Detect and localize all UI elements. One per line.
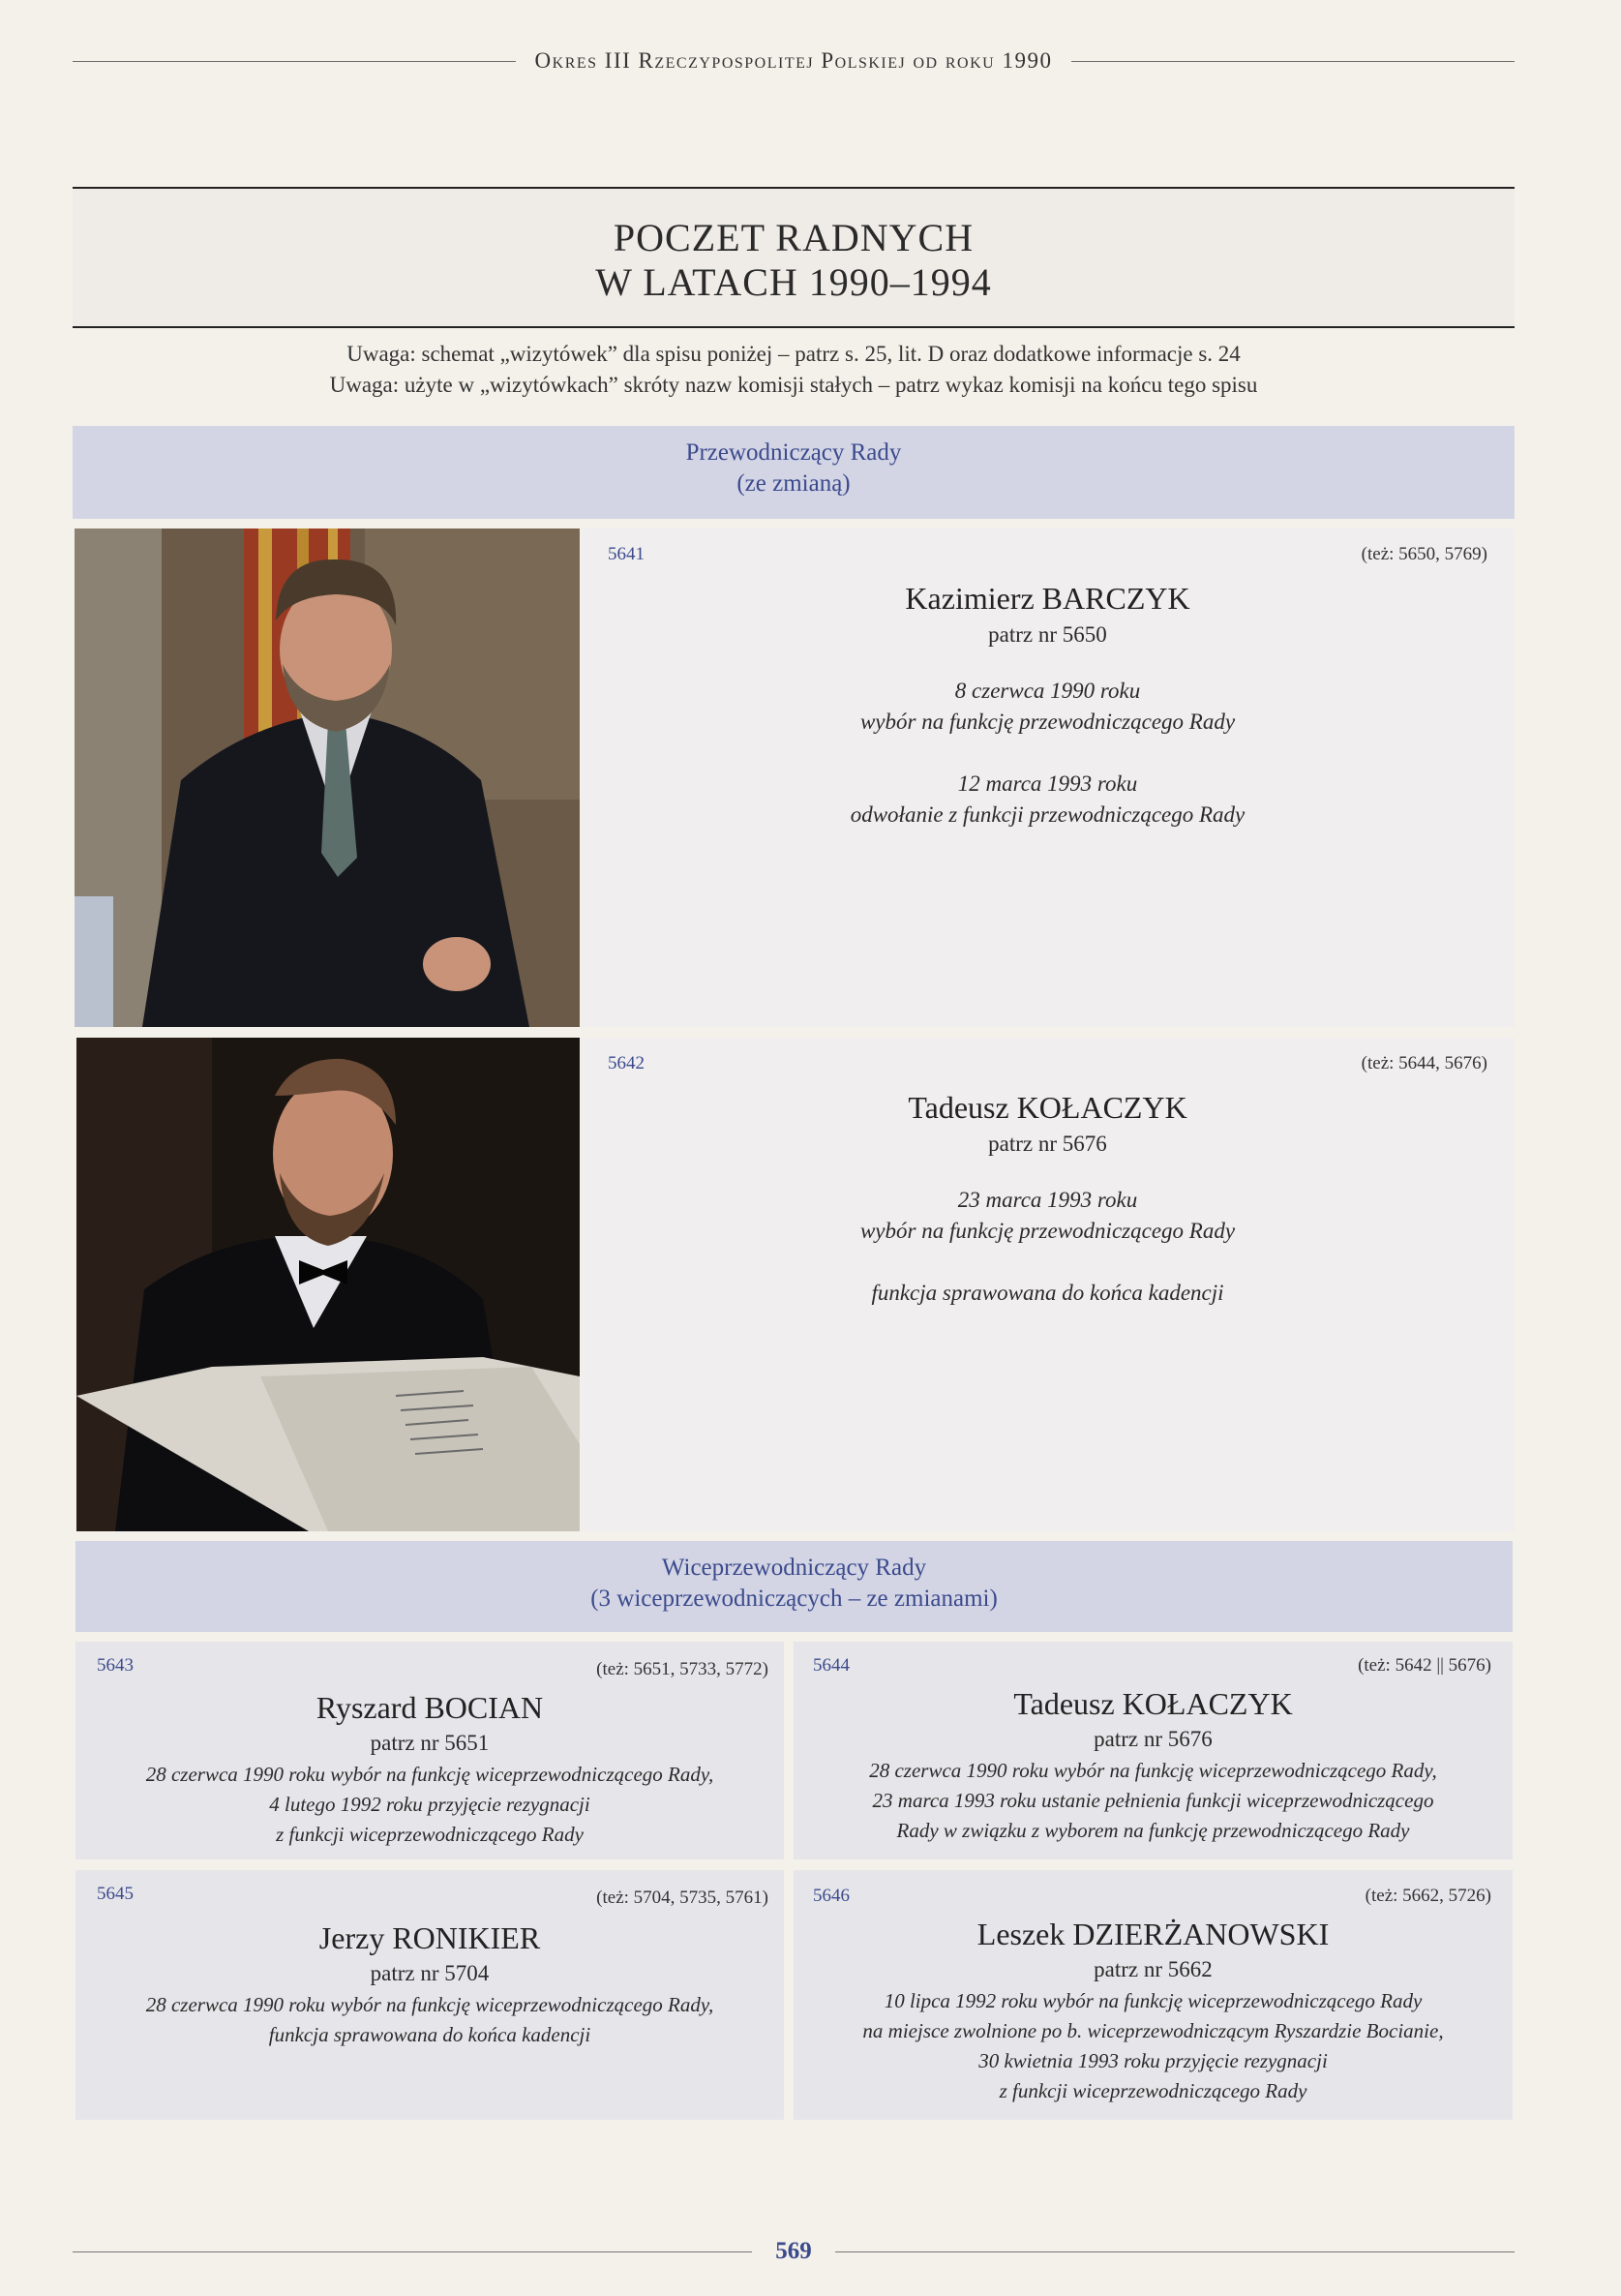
detail-line: 4 lutego 1992 roku przyjęcie rezygnacji [269, 1793, 590, 1816]
person-name: Ryszard BOCIAN [315, 1690, 544, 1725]
chair-card-5641 [581, 529, 1515, 1027]
rule-left [73, 2251, 752, 2252]
entry-number: 5641 [608, 544, 645, 564]
person-name: Jerzy RONIKIER [318, 1920, 541, 1955]
see-ref: patrz nr 5662 [1094, 1957, 1213, 1981]
entry-also: (też: 5644, 5676) [1361, 1053, 1487, 1073]
entry-number: 5643 [97, 1655, 134, 1676]
page-number: 569 [775, 2238, 812, 2264]
detail-line: 28 czerwca 1990 roku wybór na funkcję wiceprzewodniczącego Rady, [869, 1759, 1437, 1782]
chair-card-5642 [581, 1038, 1515, 1531]
detail-line: 10 lipca 1992 roku wybór na funkcję wiceprzewodniczącego Rady [884, 1989, 1423, 2012]
see-ref: patrz nr 5650 [988, 622, 1107, 647]
detail-line: 28 czerwca 1990 roku wybór na funkcję wiceprzewodniczącego Rady, [145, 1993, 714, 2016]
photo-kazimierz-barczyk [75, 529, 580, 1027]
detail-line: z funkcji wiceprzewodniczącego Rady [276, 1823, 584, 1846]
vice-details [794, 1986, 1513, 2106]
entry-also: (też: 5662, 5726) [1365, 1886, 1491, 1906]
event-date: 8 czerwca 1990 roku [954, 679, 1141, 703]
detail-line: z funkcji wiceprzewodniczącego Rady [999, 2079, 1307, 2102]
entry-number: 5646 [813, 1886, 850, 1906]
event-desc: wybór na funkcję przewodniczącego Rady [859, 710, 1236, 734]
entry-number: 5644 [813, 1655, 850, 1676]
note-2: Uwaga: użyte w „wizytówkach” skróty nazw komisji stałych – patrz wykaz komisji na końcu tego spisu [329, 373, 1258, 397]
detail-line: 30 kwietnia 1993 roku przyjęcie rezygnacji [978, 2049, 1328, 2072]
event-date: 23 marca 1993 roku [957, 1188, 1138, 1212]
section-chair-subtitle: (ze zmianą) [736, 470, 851, 497]
vice-details [75, 1990, 784, 2050]
notes [73, 339, 1515, 401]
entry-also: (też: 5704, 5735, 5761) [596, 1888, 768, 1908]
rule-left [73, 61, 516, 62]
page-footer [73, 2238, 1515, 2265]
detail-line: Rady w związku z wyborem na funkcję przewodniczącego Rady [896, 1819, 1410, 1842]
title-block [73, 187, 1515, 328]
entry-number: 5642 [608, 1053, 645, 1073]
rule-right [1071, 61, 1515, 62]
vice-details [794, 1756, 1513, 1846]
note-1: Uwaga: schemat „wizytówek” dla spisu poniżej – patrz s. 25, lit. D oraz dodatkowe informacje s. 24 [346, 342, 1241, 366]
person-name: Kazimierz BARCZYK [905, 581, 1190, 616]
section-vice-header [75, 1541, 1513, 1632]
entry-also: (też: 5651, 5733, 5772) [596, 1659, 768, 1679]
running-head [73, 48, 1515, 74]
event-extra: funkcja sprawowana do końca kadencji [871, 1281, 1224, 1305]
photo-tadeusz-kolaczyk [76, 1038, 580, 1531]
vice-card-5646 [794, 1870, 1513, 2120]
entry-also: (też: 5642 || 5676) [1358, 1655, 1491, 1676]
page-title-line1: POCZET RADNYCH [613, 216, 975, 259]
see-ref: patrz nr 5704 [370, 1961, 490, 1985]
see-ref: patrz nr 5676 [988, 1132, 1107, 1156]
rule-right [835, 2251, 1515, 2252]
event-desc: odwołanie z funkcji przewodniczącego Rady [850, 802, 1246, 827]
entry-number: 5645 [97, 1884, 134, 1904]
detail-line: na miejsce zwolnione po b. wiceprzewodniczącym Ryszardzie Bocianie, [862, 2019, 1444, 2042]
see-ref: patrz nr 5651 [370, 1731, 490, 1755]
detail-line: 23 marca 1993 roku ustanie pełnienia funkcji wiceprzewodniczącego [872, 1789, 1434, 1812]
see-ref: patrz nr 5676 [1094, 1727, 1213, 1751]
person-name: Leszek DZIERŻANOWSKI [976, 1917, 1330, 1951]
vice-card-5644 [794, 1642, 1513, 1859]
detail-line: funkcja sprawowana do końca kadencji [268, 2023, 591, 2046]
page-title-line2: W LATACH 1990–1994 [595, 260, 992, 304]
section-chair-title: Przewodniczący Rady [685, 439, 902, 466]
section-vice-subtitle: (3 wiceprzewodniczących – ze zmianami) [590, 1586, 998, 1612]
person-name: Tadeusz KOŁACZYK [908, 1090, 1187, 1125]
vice-details [75, 1760, 784, 1850]
running-head-text: Okres III Rzeczypospolitej Polskiej od roku 1990 [534, 48, 1053, 73]
vice-card-5645 [75, 1870, 784, 2120]
entry-also: (też: 5650, 5769) [1361, 544, 1487, 564]
vice-card-5643 [75, 1642, 784, 1859]
person-name: Tadeusz KOŁACZYK [1013, 1686, 1293, 1721]
section-chair-header [73, 426, 1515, 519]
event-desc: wybór na funkcję przewodniczącego Rady [859, 1219, 1236, 1243]
event-date: 12 marca 1993 roku [957, 771, 1138, 796]
detail-line: 28 czerwca 1990 roku wybór na funkcję wiceprzewodniczącego Rady, [145, 1763, 714, 1786]
section-vice-title: Wiceprzewodniczący Rady [661, 1555, 927, 1581]
